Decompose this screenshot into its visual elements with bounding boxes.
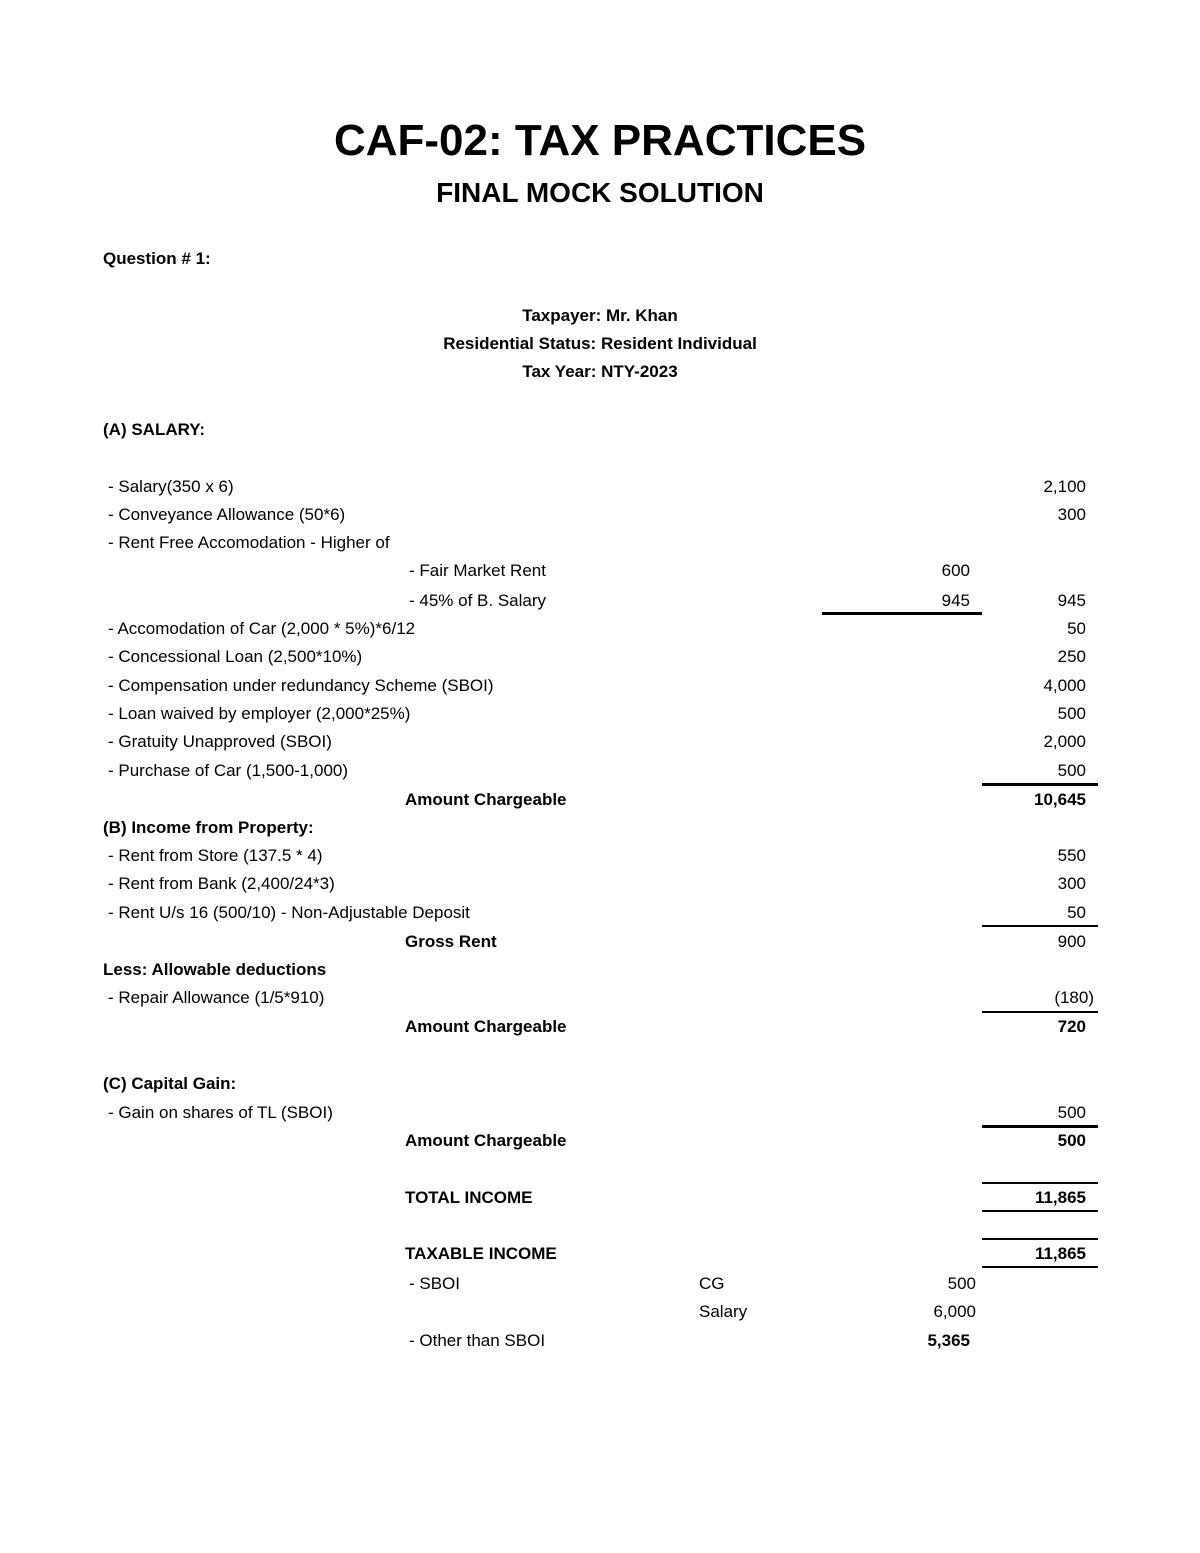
salary-item-label: - Conveyance Allowance (50*6): [108, 505, 346, 524]
salary-item-amount: 4,000: [1043, 676, 1086, 695]
salary-item-label: - Accomodation of Car (2,000 * 5%)*6/12: [108, 619, 416, 638]
salary-total-label: Amount Chargeable: [405, 790, 567, 809]
property-item-amount: 50: [1067, 903, 1086, 922]
capital-gain-total-label: Amount Chargeable: [405, 1131, 567, 1150]
repair-allowance-amount: (180): [1054, 988, 1094, 1007]
taxable-income-amount: 11,865: [1034, 1244, 1086, 1263]
salary-item-label: - Salary(350 x 6): [108, 477, 234, 496]
less-deductions-label: Less: Allowable deductions: [103, 960, 327, 979]
salary-item-label: - Loan waived by employer (2,000*25%): [108, 704, 411, 723]
taxpayer-name: Taxpayer: Mr. Khan: [522, 306, 678, 325]
other-than-sboi-value: 5,365: [927, 1331, 970, 1350]
property-item-amount: 300: [1057, 874, 1086, 893]
subtotal-rule: [982, 783, 1098, 786]
gross-rent-amount: 900: [1057, 932, 1086, 951]
property-total-amount: 720: [1057, 1017, 1086, 1036]
rent-free-accommodation-amount: 945: [1057, 591, 1086, 610]
taxable-income-label: TAXABLE INCOME: [405, 1244, 557, 1263]
subtotal-rule: [982, 1125, 1098, 1128]
capital-gain-item-label: - Gain on shares of TL (SBOI): [108, 1103, 333, 1122]
salary-item-label: - Compensation under redundancy Scheme (SBOI): [108, 676, 494, 695]
total-rule-bottom: [982, 1210, 1098, 1212]
subtotal-rule: [982, 1011, 1098, 1013]
document-title: CAF-02: TAX PRACTICES: [333, 116, 867, 165]
salary-item-amount: 250: [1057, 647, 1086, 666]
capital-gain-total-amount: 500: [1057, 1131, 1086, 1150]
salary-item-amount: 2,000: [1043, 732, 1086, 751]
cg-label: CG: [699, 1274, 725, 1293]
salary-heading: (A) SALARY:: [103, 420, 205, 439]
subtotal-rule: [982, 925, 1098, 927]
capital-gain-item-amount: 500: [1057, 1103, 1086, 1122]
taxable-rule-top: [982, 1238, 1098, 1240]
salary-item-amount: 50: [1067, 619, 1086, 638]
property-item-label: - Rent from Store (137.5 * 4): [108, 846, 323, 865]
total-rule-top: [982, 1182, 1098, 1184]
total-income-label: TOTAL INCOME: [405, 1188, 533, 1207]
residential-status: Residential Status: Resident Individual: [443, 334, 757, 353]
salary-item-label: - Gratuity Unapproved (SBOI): [108, 732, 332, 751]
question-heading: Question # 1:: [103, 249, 211, 268]
salary-total-amount: 10,645: [1034, 790, 1086, 809]
repair-allowance-label: - Repair Allowance (1/5*910): [108, 988, 325, 1007]
salary-item-amount: 500: [1057, 704, 1086, 723]
capital-gain-heading: (C) Capital Gain:: [103, 1074, 237, 1093]
subtotal-rule: [822, 612, 982, 615]
basic-salary-percent-label: - 45% of B. Salary: [409, 591, 547, 610]
salary-item-label: - Purchase of Car (1,500-1,000): [108, 761, 349, 780]
tax-year: Tax Year: NTY-2023: [522, 362, 678, 381]
property-total-label: Amount Chargeable: [405, 1017, 567, 1036]
sboi-salary-label: Salary: [699, 1302, 748, 1321]
fair-market-rent-value: 600: [941, 561, 970, 580]
property-item-amount: 550: [1057, 846, 1086, 865]
property-item-label: - Rent from Bank (2,400/24*3): [108, 874, 335, 893]
document-subtitle: FINAL MOCK SOLUTION: [436, 177, 764, 208]
salary-item-label: - Rent Free Accomodation - Higher of: [108, 533, 390, 552]
cg-value: 500: [947, 1274, 976, 1293]
sboi-salary-value: 6,000: [933, 1302, 976, 1321]
sboi-label: - SBOI: [409, 1274, 461, 1293]
property-heading: (B) Income from Property:: [103, 818, 314, 837]
salary-item-label: - Concessional Loan (2,500*10%): [108, 647, 363, 666]
property-item-label: - Rent U/s 16 (500/10) - Non-Adjustable Deposit: [108, 903, 470, 922]
other-than-sboi-label: - Other than SBOI: [409, 1331, 546, 1350]
basic-salary-percent-value: 945: [941, 591, 970, 610]
gross-rent-label: Gross Rent: [405, 932, 497, 951]
salary-item-amount: 500: [1057, 761, 1086, 780]
taxable-rule-bottom: [982, 1266, 1098, 1268]
total-income-amount: 11,865: [1034, 1188, 1086, 1207]
fair-market-rent-label: - Fair Market Rent: [409, 561, 546, 580]
salary-item-amount: 2,100: [1043, 477, 1086, 496]
salary-item-amount: 300: [1057, 505, 1086, 524]
